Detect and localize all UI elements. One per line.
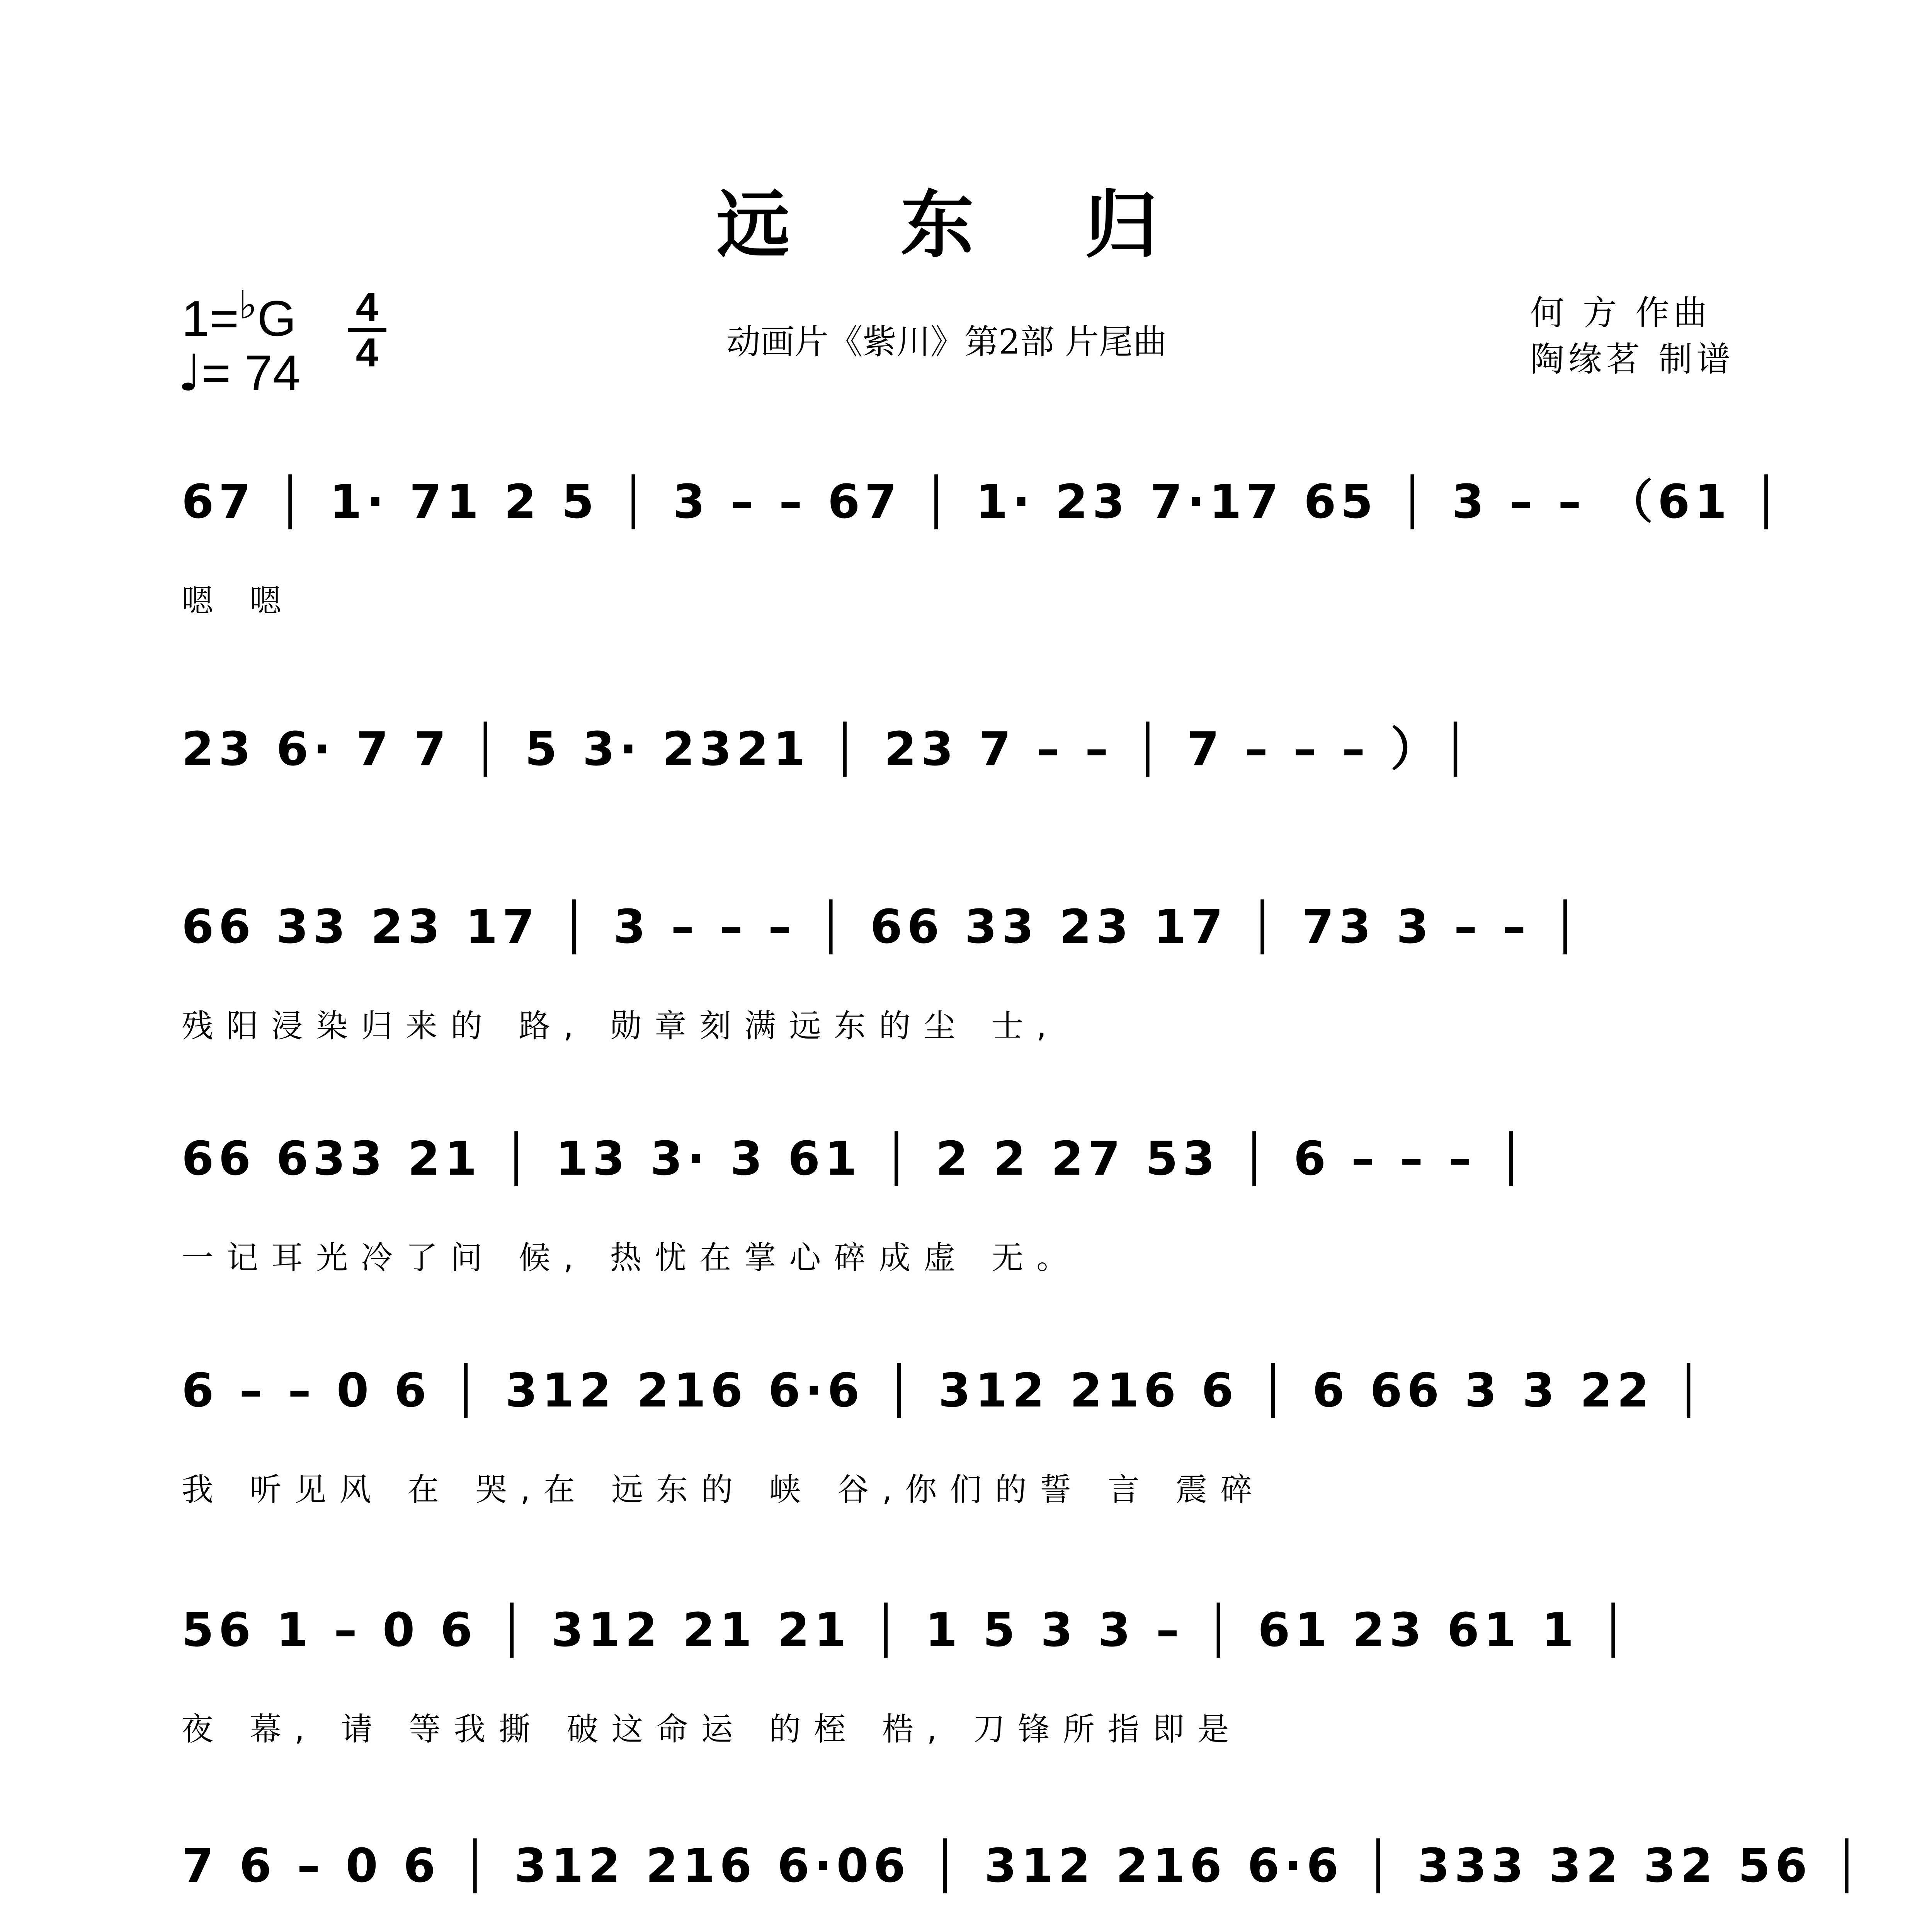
notation-line: 6 – – 0 6 │ 312 216 6·6 │ 312 216 6 │ 6 66 3 3 22 │ xyxy=(182,1364,1707,1418)
composer-credit: 何 方 作曲 xyxy=(1530,293,1711,333)
notation-line: 66 33 23 17 │ 3 – – – │ 66 33 23 17 │ 73 3 – – │ xyxy=(182,900,1584,954)
quarter-note-icon: ♩ xyxy=(178,344,202,402)
lyrics-line: 一记耳光冷了问 候, 热忧在掌心碎成虚 无。 xyxy=(182,1240,1082,1276)
time-signature-bottom: 4 xyxy=(356,330,379,375)
time-signature-top: 4 xyxy=(356,284,379,330)
key-name: G xyxy=(257,290,296,347)
key-prefix: 1= xyxy=(182,290,239,347)
lyrics-line: 残阳浸染归来的 路, 勋章刻满远东的尘 士, xyxy=(182,1008,1060,1044)
subtitle: 动画片《紫川》第2部 片尾曲 xyxy=(726,322,1167,362)
notation-line: 67 │ 1· 71 2 5 │ 3 – – 67 │ 1· 23 7·17 65 │ 3 – – （61 │ xyxy=(182,475,1785,529)
notation-line: 23 6· 7 7 │ 5 3· 2321 │ 23 7 – – │ 7 – – – ）│ xyxy=(182,723,1474,776)
flat-sign: ♭ xyxy=(239,284,257,327)
lyrics-line: 我 听见风 在 哭,在 远东的 峡 谷,你们的誓 言 震碎 xyxy=(182,1471,1266,1508)
notation-line: 56 1 – 0 6 │ 312 21 21 │ 1 5 3 3 – │ 61 23 61 1 │ xyxy=(182,1604,1632,1657)
tempo-value: = 74 xyxy=(201,345,301,401)
notation-line: 66 633 21 │ 13 3· 3 61 │ 2 2 27 53 │ 6 – – – │ xyxy=(182,1132,1530,1186)
lyrics-line: 嗯 嗯 xyxy=(182,583,295,619)
notation-line: 7 6 – 0 6 │ 312 216 6·06 │ 312 216 6·6 │ 333 32 32 56 │ xyxy=(182,1839,1866,1893)
page-title: 远 东 归 xyxy=(716,182,1201,268)
key-signature xyxy=(182,284,296,347)
time-signature xyxy=(348,284,386,375)
lyrics-line: 夜 幕, 请 等我撕 破这命运 的桎 梏, 刀锋所指即是 xyxy=(182,1711,1242,1748)
tempo-mark xyxy=(178,344,301,402)
arranger-credit: 陶缘茗 制谱 xyxy=(1530,339,1734,379)
